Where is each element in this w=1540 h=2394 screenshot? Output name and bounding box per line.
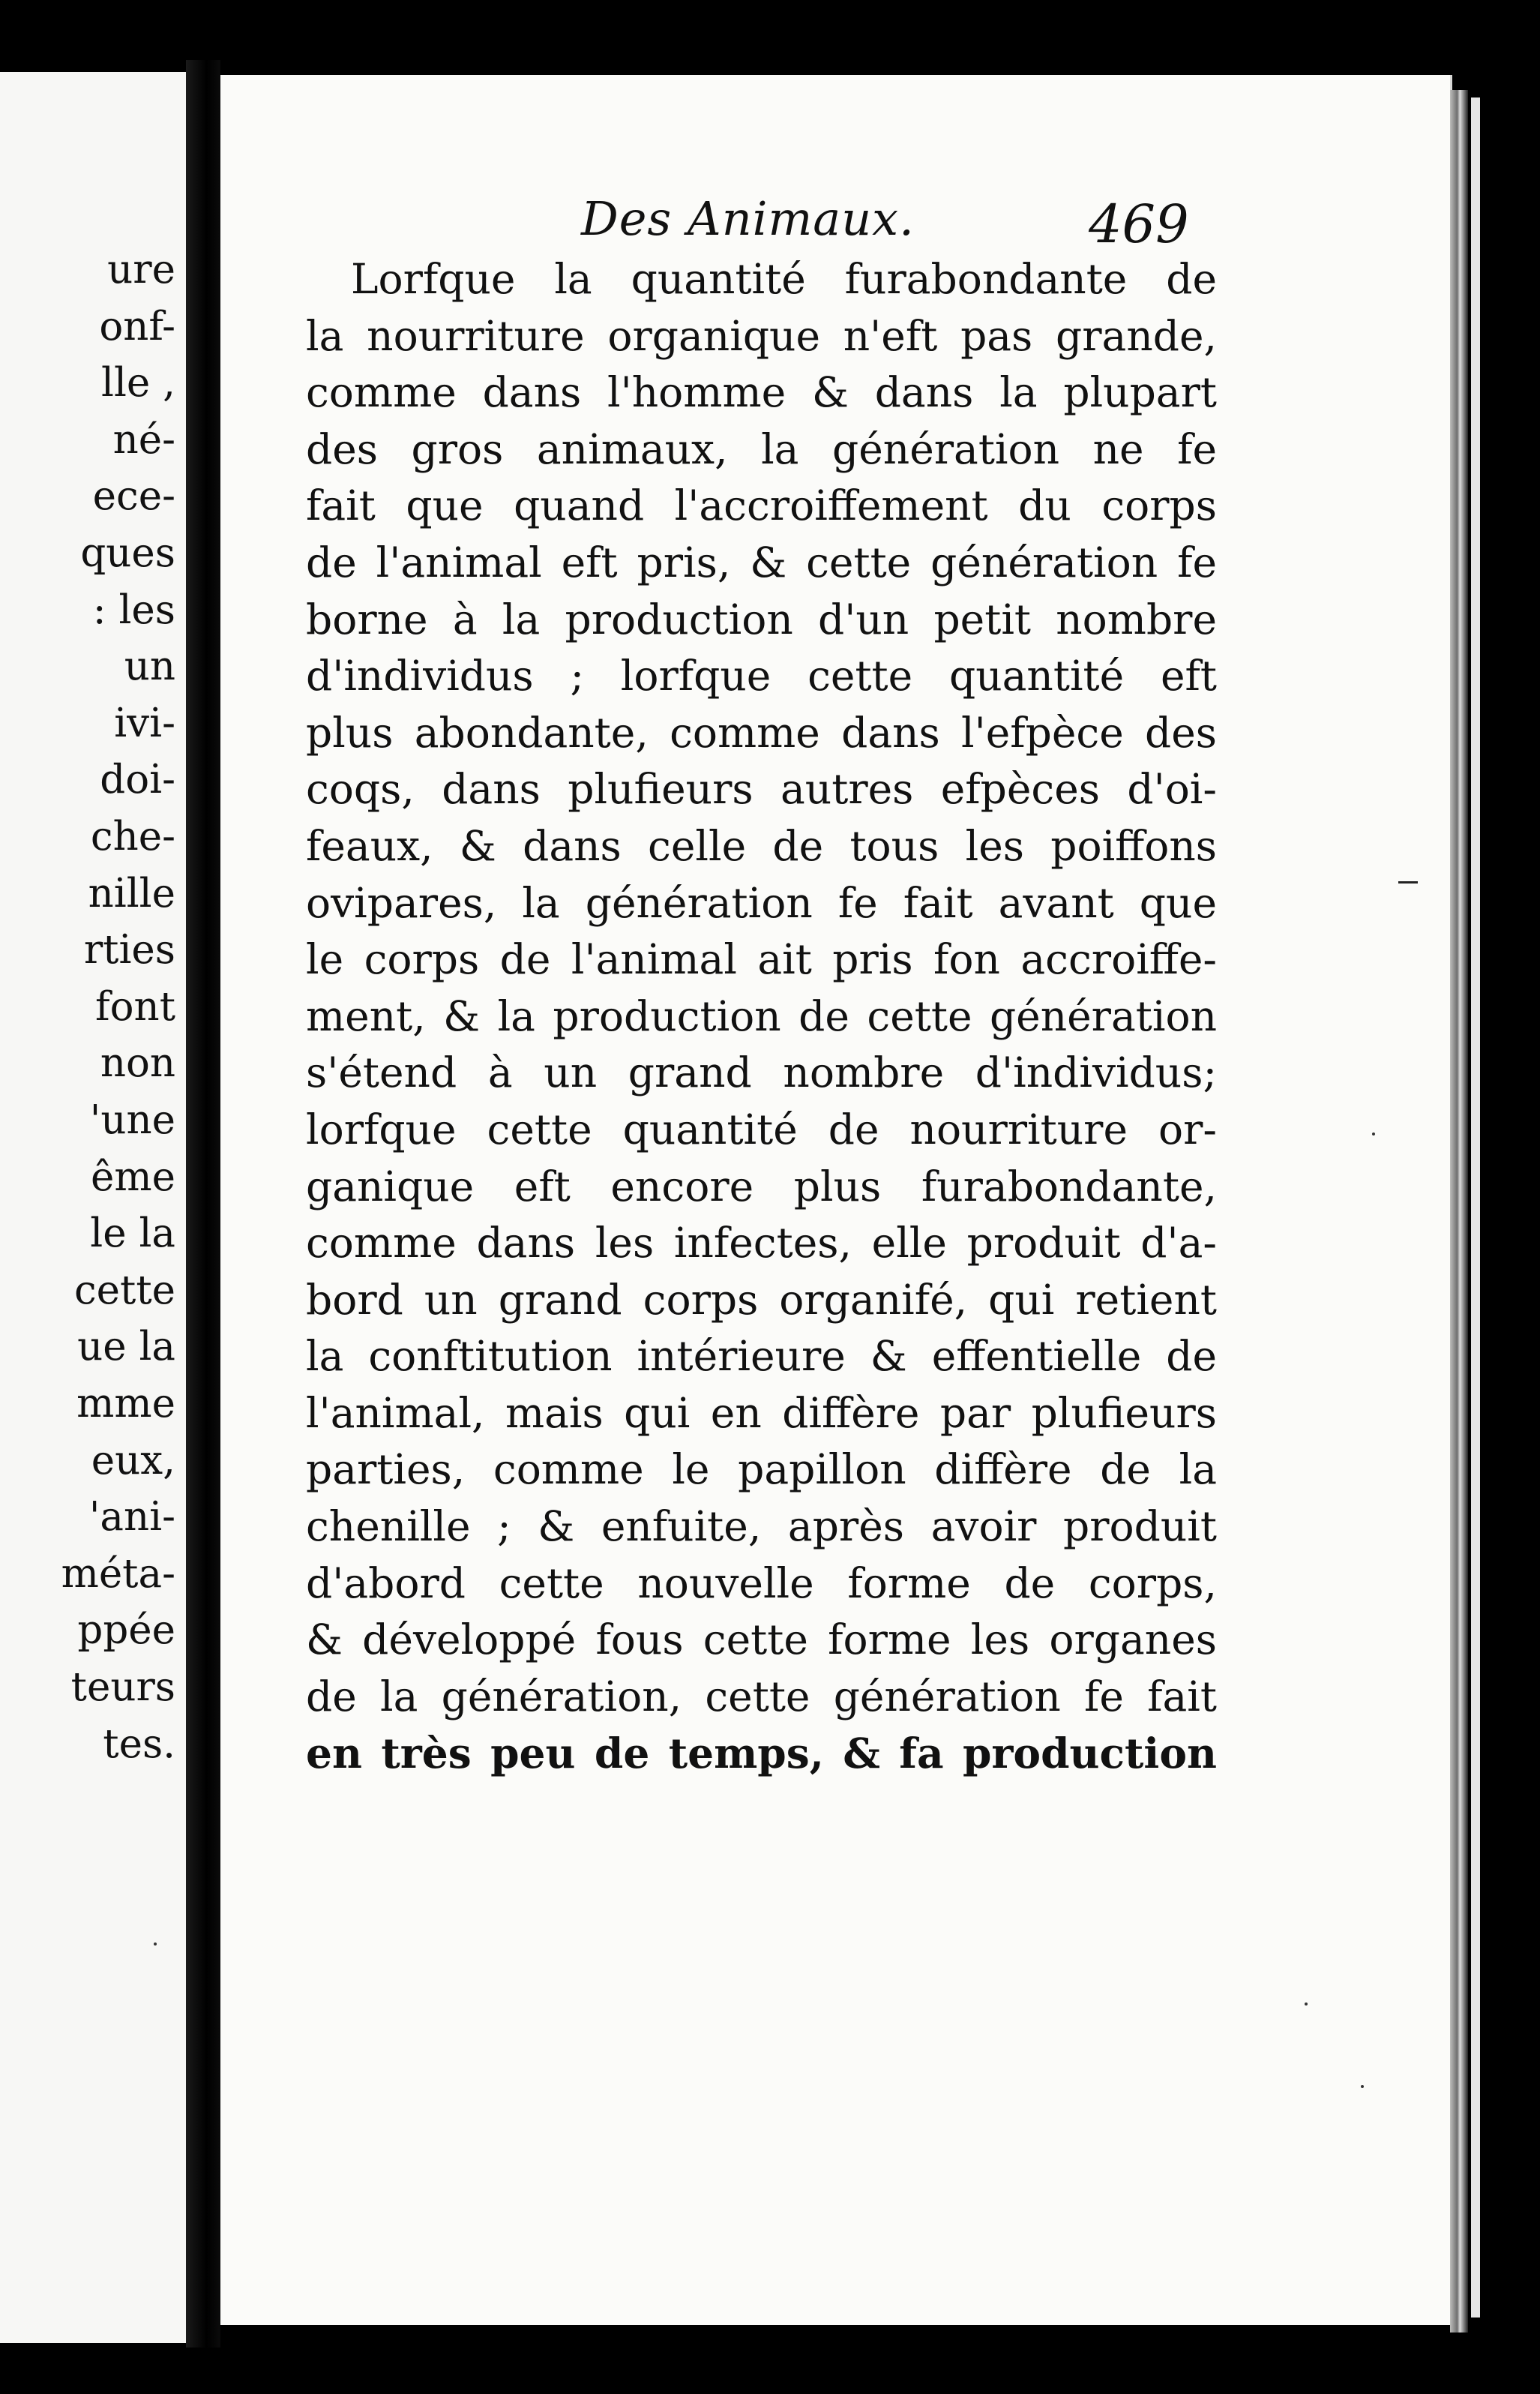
left-page-line-fragment: ques bbox=[80, 530, 175, 576]
left-page-line-fragment: ppée bbox=[77, 1607, 175, 1654]
text-line: comme dans l'homme & dans la plupart bbox=[306, 368, 1217, 417]
text-line: d'abord cette nouvelle forme de corps, bbox=[306, 1558, 1217, 1607]
left-page-line-fragment: ure bbox=[107, 247, 175, 292]
text-line: ovipares, la génération fe fait avant que bbox=[306, 878, 1217, 927]
text-line: s'étend à un grand nombre d'individus; bbox=[306, 1048, 1217, 1097]
text-line: ganique eft encore plus furabondante, bbox=[306, 1162, 1217, 1210]
text-line: l'animal, mais qui en diffère par plufieurs bbox=[306, 1388, 1217, 1437]
left-page-fragment bbox=[0, 72, 186, 2343]
text-line: feaux, & dans celle de tous les poiffons bbox=[306, 821, 1217, 870]
speck bbox=[1305, 2002, 1308, 2006]
page-edge bbox=[1450, 90, 1468, 2332]
left-page-line-fragment: lle , bbox=[101, 360, 175, 406]
text-line: la nourriture organique n'eft pas grande, bbox=[306, 311, 1217, 360]
text-line: d'individus ; lorfque cette quantité eft bbox=[306, 652, 1217, 700]
text-line: & développé fous cette forme les organes bbox=[306, 1616, 1217, 1664]
text-line: la conftitution intérieure & effentielle de bbox=[306, 1332, 1217, 1381]
left-page-line-fragment: teurs bbox=[70, 1664, 175, 1710]
text-line: chenille ; & enfuite, après avoir produit bbox=[306, 1502, 1217, 1551]
page-edge-highlight bbox=[1471, 98, 1480, 2318]
text-line: de l'animal eft pris, & cette génération fe bbox=[306, 538, 1217, 586]
speck bbox=[1361, 2085, 1364, 2088]
book-gutter bbox=[186, 60, 220, 2348]
running-title: Des Animaux. bbox=[581, 191, 915, 246]
text-line: bord un grand corps organifé, qui retient bbox=[306, 1275, 1217, 1324]
text-line: parties, comme le papillon diffère de la bbox=[306, 1445, 1217, 1494]
left-page-line-fragment: eux, bbox=[91, 1437, 175, 1484]
left-page-line-fragment: ue la bbox=[77, 1324, 175, 1370]
left-page-line-fragment: 'une bbox=[89, 1097, 175, 1143]
page-number: 469 bbox=[1089, 194, 1189, 255]
left-page-line-fragment: font bbox=[95, 983, 175, 1030]
margin-mark bbox=[1398, 881, 1418, 884]
text-line: de la génération, cette génération fe fait bbox=[306, 1672, 1217, 1720]
left-page-line-fragment: 'ani- bbox=[88, 1494, 175, 1540]
text-line: borne à la production d'un petit nombre bbox=[306, 595, 1217, 644]
text-line: ment, & la production de cette génération bbox=[306, 992, 1217, 1040]
text-line: fait que quand l'accroiffement du corps bbox=[306, 482, 1217, 530]
left-page-line-fragment: rties bbox=[83, 927, 175, 974]
left-page-line-fragment: : les bbox=[92, 586, 175, 633]
left-page-line-fragment: che- bbox=[90, 814, 175, 860]
text-line: en très peu de temps, & fa production bbox=[306, 1729, 1217, 1778]
left-page-line-fragment: ivi- bbox=[114, 700, 175, 746]
text-line: lorfque cette quantité de nourriture or- bbox=[306, 1105, 1217, 1154]
left-page-line-fragment: né- bbox=[112, 416, 175, 463]
left-page-line-fragment: tes. bbox=[103, 1720, 175, 1767]
left-page-line-fragment: mme bbox=[76, 1381, 175, 1426]
text-line: plus abondante, comme dans l'efpèce des bbox=[306, 708, 1217, 757]
left-page-line-fragment: nille bbox=[88, 870, 175, 916]
body-text bbox=[306, 251, 1217, 1782]
left-page-line-fragment: non bbox=[100, 1040, 175, 1087]
left-page-line-fragment: doi- bbox=[100, 757, 175, 803]
speck bbox=[1372, 1132, 1375, 1136]
left-page-line-fragment: méta- bbox=[61, 1550, 175, 1597]
left-page-line-fragment: onf- bbox=[99, 303, 175, 350]
text-line: le corps de l'animal ait pris fon accroiffe- bbox=[306, 935, 1217, 984]
left-page-line-fragment: ece- bbox=[92, 473, 175, 520]
text-line: comme dans les infectes, elle produit d'a- bbox=[306, 1219, 1217, 1268]
text-line: coqs, dans plufieurs autres efpèces d'oi- bbox=[306, 765, 1217, 814]
left-page-line-fragment: cette bbox=[73, 1267, 175, 1313]
left-page-line-fragment: un bbox=[124, 644, 175, 690]
left-page-line-fragment: ême bbox=[91, 1154, 175, 1200]
speck bbox=[154, 1942, 157, 1946]
text-line: Lorfque la quantité furabondante de bbox=[351, 255, 1217, 303]
text-line: des gros animaux, la génération ne fe bbox=[306, 424, 1217, 473]
left-page-line-fragment: le la bbox=[90, 1210, 175, 1257]
